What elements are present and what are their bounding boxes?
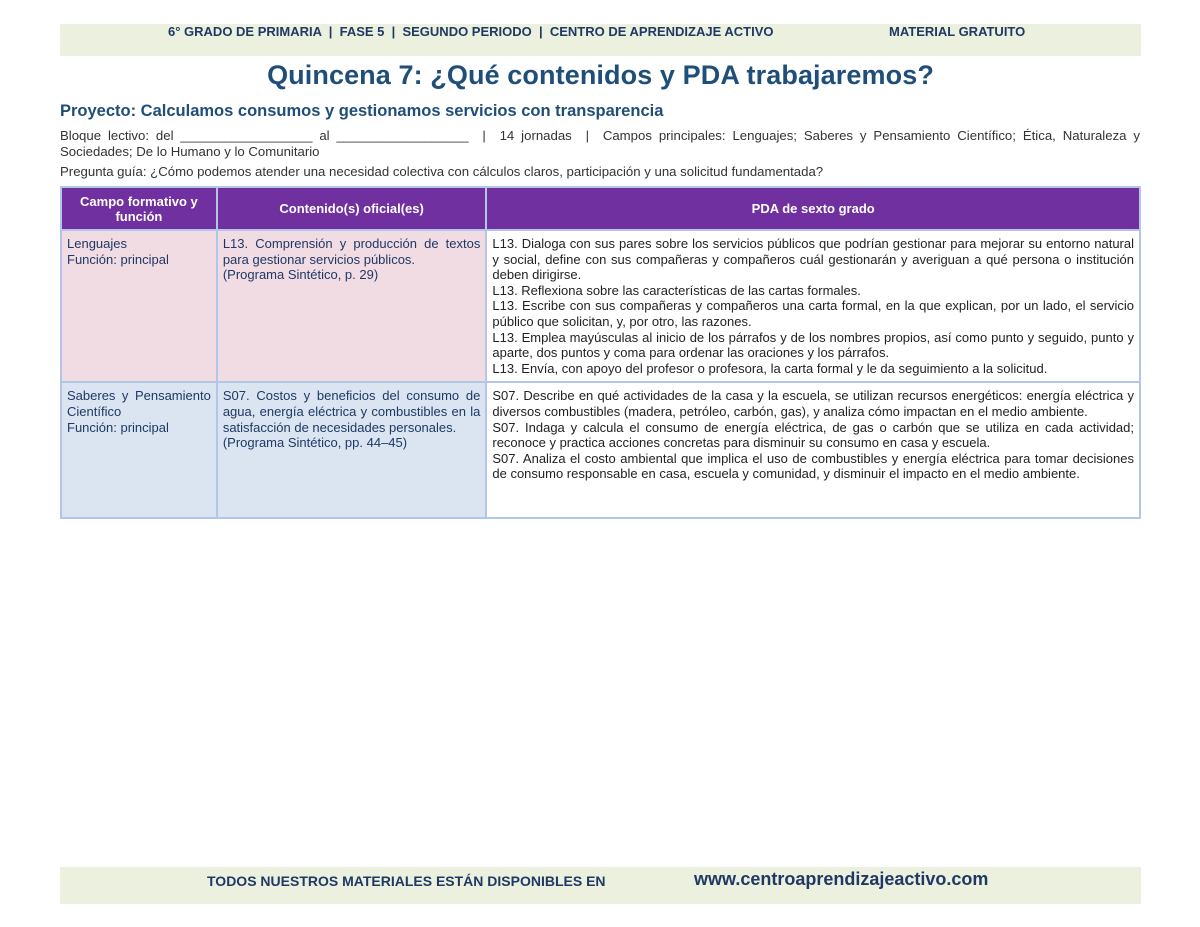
- campo-function: Función: principal: [67, 419, 169, 435]
- pda-item: S07. Describe en qué actividades de la casa y la escuela, se utilizan recursos energéticos: energía eléctrica y diversos combustibles (madera, petróleo, carbón, gas), y analiza cómo impactan en el medio ambiente.: [492, 388, 1134, 419]
- table-row-saberes: [61, 382, 1140, 518]
- page-title: Quincena 7: ¿Qué contenidos y PDA trabajaremos?: [267, 60, 934, 90]
- project-title: Proyecto: Calculamos consumos y gestionamos servicios con transparencia: [60, 102, 664, 120]
- header-pda: PDA de sexto grado: [486, 187, 1140, 230]
- header-info: 6° GRADO DE PRIMARIA | FASE 5 | SEGUNDO PERIODO | CENTRO DE APRENDIZAJE ACTIVO: [168, 24, 774, 39]
- table-row-lenguajes: [61, 230, 1140, 382]
- bottom-banner: [60, 867, 1141, 904]
- campo-name: Saberes y Pensamiento Científico: [67, 388, 211, 419]
- header-contenido: Contenido(s) oficial(es): [217, 187, 487, 230]
- top-banner: [60, 24, 1141, 56]
- pda-item: L13. Envía, con apoyo del profesor o profesora, la carta formal y le da seguimiento a la solicitud.: [492, 360, 1048, 376]
- footer-text: TODOS NUESTROS MATERIALES ESTÁN DISPONIBLES EN: [207, 873, 606, 889]
- campo-name: Lenguajes: [67, 236, 127, 251]
- contenido-reference: (Programa Sintético, pp. 44–45): [222, 435, 408, 451]
- pda-cell: [486, 230, 1140, 382]
- table-header-row: [61, 187, 1140, 230]
- block-info: Bloque lectivo: del __________________ al __________________ | 14 jornadas | Campos principales: Lenguajes; Saberes y Pensamiento Científico; Ética, Naturaleza y Sociedades; De lo Humano y lo Comunitario: [60, 128, 1144, 159]
- pda-item: S07. Analiza el costo ambiental que implica el uso de combustibles y energía eléctrica para tomar decisiones de consumo responsable en casa, escuela y comunidad, y disminuir el impacto en el medio ambiente.: [492, 450, 1134, 482]
- campo-function: Función: principal: [67, 251, 169, 267]
- pda-cell: [486, 382, 1140, 518]
- contenido-text: S07. Costos y beneficios del consumo de agua, energía eléctrica y combustibles en la satisfacción de necesidades personales.: [222, 388, 481, 435]
- header-free-material: MATERIAL GRATUITO: [889, 24, 1026, 39]
- pda-item: L13. Dialoga con sus pares sobre los servicios públicos que podrían gestionar para mejorar su entorno natural y social, define con sus compañeras y compañeros cuál gestionarán y averiguan a qué persona o institución deben dirigirse.: [492, 236, 1134, 283]
- contenido-text: L13. Comprensión y producción de textos para gestionar servicios públicos.: [222, 236, 481, 267]
- contenido-reference: (Programa Sintético, p. 29): [222, 267, 379, 283]
- pda-table: [60, 186, 1141, 519]
- campo-cell: [61, 230, 217, 382]
- guide-question: Pregunta guía: ¿Cómo podemos atender una necesidad colectiva con cálculos claros, participación y una solicitud fundamentada?: [60, 164, 824, 179]
- pda-item: L13. Emplea mayúsculas al inicio de los párrafos y de los nombres propios, así como punto y seguido, punto y aparte, dos puntos y coma para ordenar las oraciones y los párrafos.: [492, 329, 1134, 361]
- contenido-cell: [217, 230, 487, 382]
- contenido-cell: [217, 382, 487, 518]
- footer-website-link[interactable]: www.centroaprendizajeactivo.com: [694, 869, 989, 889]
- campo-cell: [61, 382, 217, 518]
- pda-item: L13. Reflexiona sobre las características de las cartas formales.: [492, 282, 861, 298]
- pda-item: L13. Escribe con sus compañeras y compañeros una carta formal, en la que explican, por un lado, el servicio público que solicitan, y, por otro, las razones.: [492, 298, 1134, 329]
- header-campo: Campo formativo y función: [61, 187, 217, 230]
- pda-item: S07. Indaga y calcula el consumo de energía eléctrica, de gas o carbón que se utiliza en cada actividad; reconoce y practica acciones concretas para disminuir su consumo en casa y escuela.: [492, 419, 1134, 451]
